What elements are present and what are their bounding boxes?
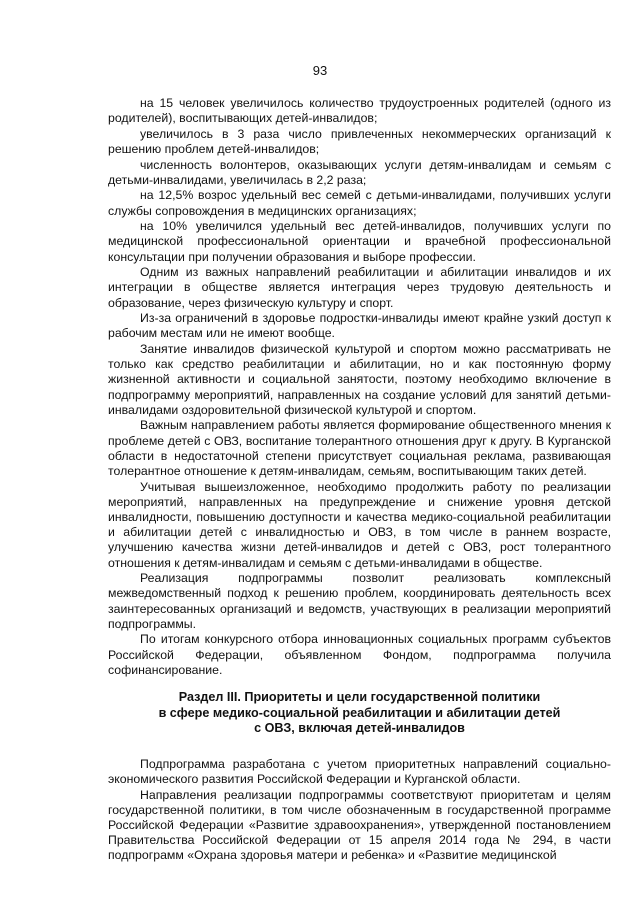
page-number: 93 [312,63,328,78]
paragraph: на 15 человек увеличилось количество трудоустроенных родителей (одного из родителей), воспитывающих детей-инвалидов; [108,96,611,126]
paragraph: По итогам конкурсного отбора инновационных социальных программ субъектов Российской Федерации, объявленном Фондом, подпрограмма получила софинансирование. [108,632,611,677]
paragraph: на 12,5% возрос удельный вес семей с детьми-инвалидами, получивших услуги службы сопровождения в медицинских организациях; [108,188,611,218]
paragraph: Направления реализации подпрограммы соответствуют приоритетам и целям государственной политики, в том числе обозначенным в государственной программе Российской Федерации «Развитие здравоохранения», утвержденной постановлением Правительства Российской Федерации от 15 апреля 2014 года № 294, в части подпрограмм «Охрана здоровья матери и ребенка» и «Развитие медицинской [108,787,611,863]
paragraph: численность волонтеров, оказывающих услуги детям-инвалидам и семьям с детьми-инвалидами, увеличилась в 2,2 раза; [108,157,611,187]
paragraph: Реализация подпрограммы позволит реализовать комплексный межведомственный подход к решению проблем, координировать деятельность всех заинтересованных организаций и ведомств, участвующих в реализации мероприятий подпрограммы. [108,571,611,631]
document-body [108,96,611,864]
paragraph: Подпрограмма разработана с учетом приоритетных направлений социально-экономического развития Российской Федерации и Курганской области. [108,756,611,786]
section-heading-line: Раздел III. Приоритеты и цели государственной политики [178,690,541,705]
paragraph: Важным направлением работы является формирование общественного мнения к проблеме детей с ОВЗ, воспитание толерантного отношения друг к другу. В Курганской области в недостаточной степени присутствует социальная реклама, развивающая толерантное отношение к детям-инвалидам, семьям, воспитывающим таких детей. [108,418,611,478]
paragraph: Учитывая вышеизложенное, необходимо продолжить работу по реализации мероприятий, направленных на предупреждение и снижение уровня детской инвалидности, повышению доступности и качества медико-социальной реабилитации и абилитации детей с инвалидностью и ОВЗ, в том числе в раннем возрасте, улучшению качества жизни детей-инвалидов и детей с ОВЗ, рост толерантного отношения к детям-инвалидам и семьям с детьми-инвалидами в обществе. [108,479,611,570]
section-heading-line: в сфере медико-социальной реабилитации и абилитации детей [158,705,561,720]
paragraph: Занятие инвалидов физической культурой и спортом можно рассматривать не только как средство реабилитации и абилитации, но и как постоянную форму жизненной активности и социальной занятости, поэтому необходимо включение в подпрограмму мероприятий, направленных на создание условий для занятий детьми-инвалидами оздоровительной физической культурой и спортом. [108,341,611,417]
paragraph: Одним из важных направлений реабилитации и абилитации инвалидов и их интеграции в обществе является интеграция через трудовую деятельность и образование, через физическую культуру и спорт. [108,265,611,310]
paragraph: увеличилось в 3 раза число привлеченных некоммерческих организаций к решению проблем детей-инвалидов; [108,126,611,156]
section-heading-line: с ОВЗ, включая детей-инвалидов [254,721,465,736]
section-heading [108,690,611,737]
paragraph: на 10% увеличился удельный вес детей-инвалидов, получивших услуги по медицинской профессиональной ориентации и врачебной профессиональной консультации при получении образования и выборе профессии. [108,219,611,264]
paragraph: Из-за ограничений в здоровье подростки-инвалиды имеют крайне узкий доступ к рабочим местам или не имеют вообще. [108,311,611,341]
